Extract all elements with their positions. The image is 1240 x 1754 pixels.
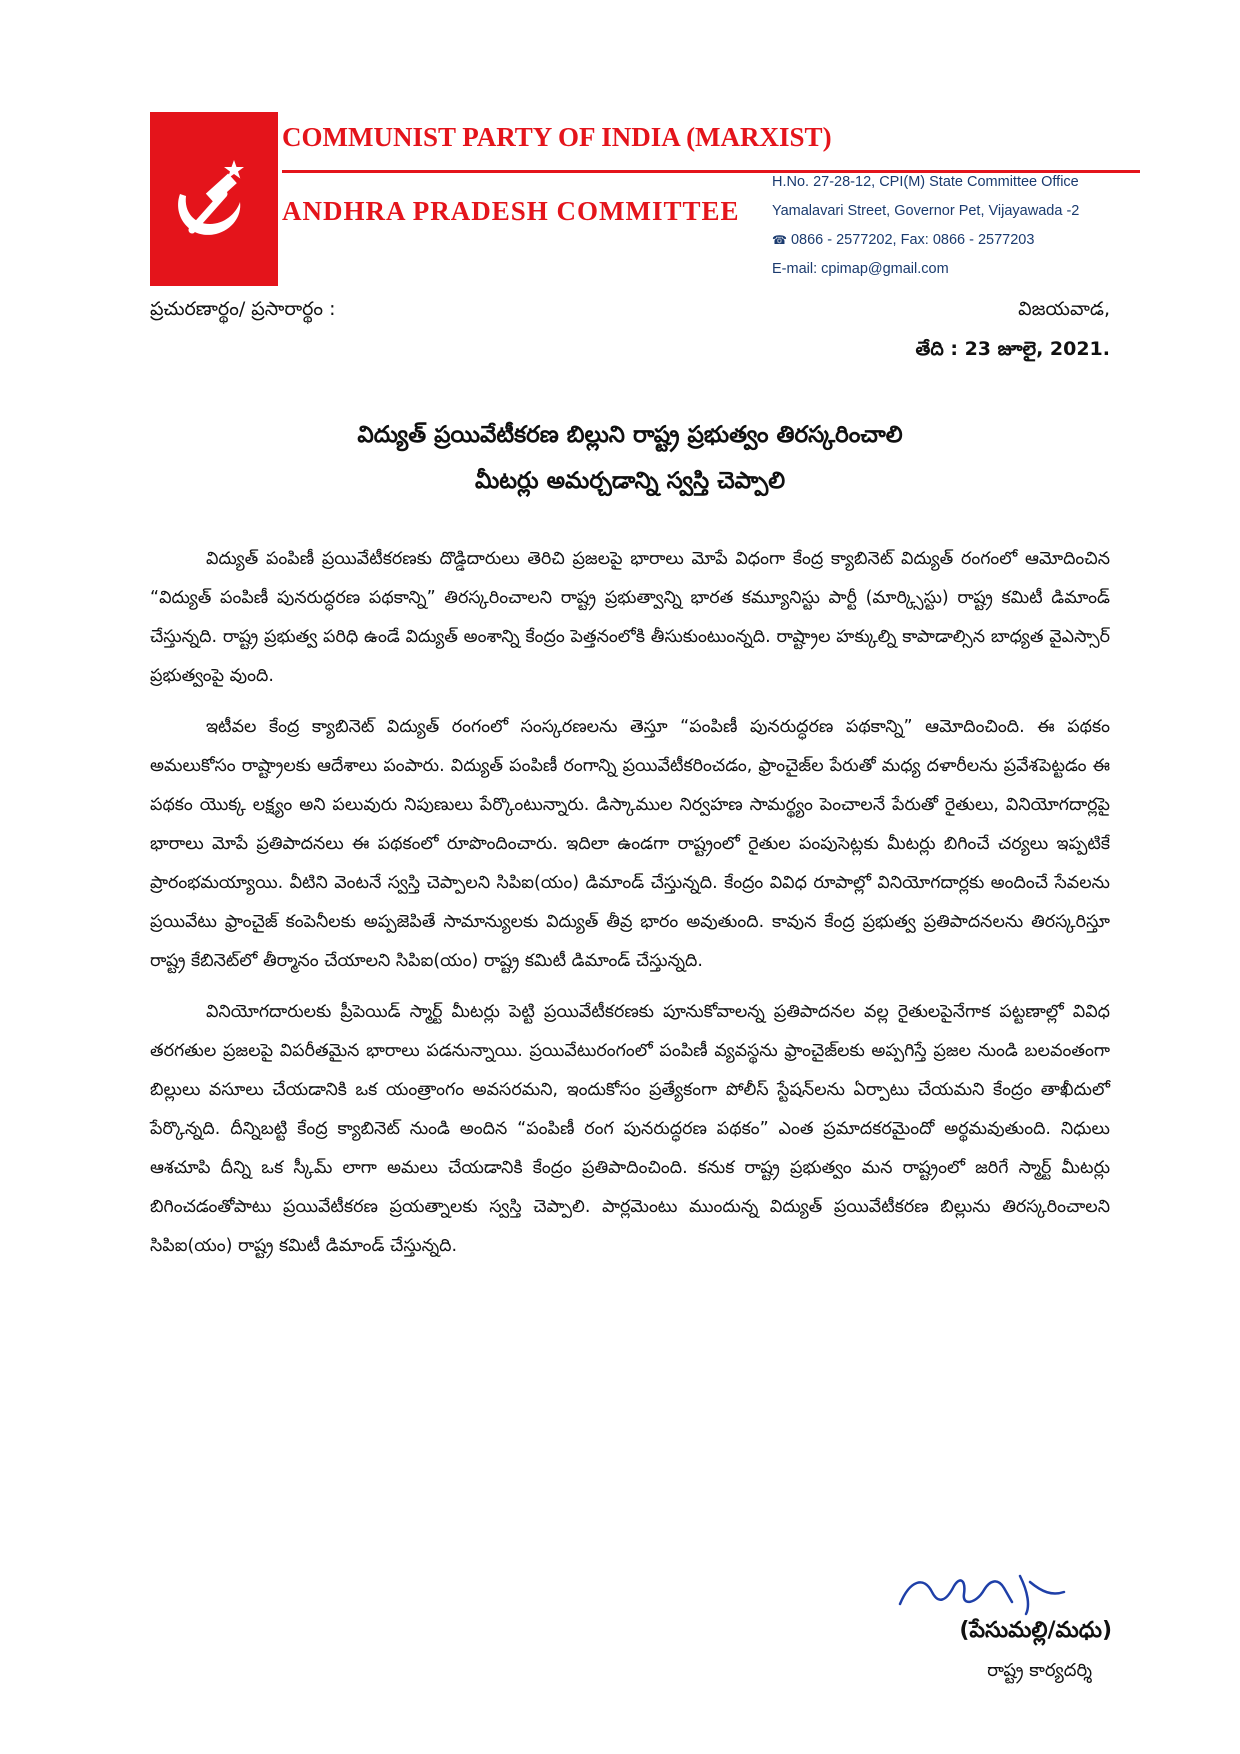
paragraph-1: విద్యుత్ పంపిణీ ప్రయివేటీకరణకు దొడ్డిదారులు తెరిచి ప్రజలపై భారాలు మోపే విధంగా కేంద్ర క్యాబినెట్ విద్యుత్ రంగంలో ఆమోదించిన “విద్యుత్ పంపిణీ పునరుద్ధరణ పథకాన్ని” తిరస్కరించాలని రాష్ట్ర ప్రభుత్వాన్ని భారత కమ్యూనిస్టు పార్టీ (మార్క్సిస్టు) రాష్ట్ర కమిటీ డిమాండ్ చేస్తున్నది. రాష్ట్ర ప్రభుత్వ పరిధి ఉండే విద్యుత్ అంశాన్ని కేంద్రం పెత్తనంలోకి తీసుకుంటుంన్నది. రాష్ట్రాల హక్కుల్ని కాపాడాల్సిన బాధ్యత వైఎస్సార్ ప్రభుత్వంపై వుంది. <box>150 549 1110 686</box>
contact-block <box>772 168 1079 284</box>
paragraph-3: వినియోగదారులకు ప్రీపెయిడ్ స్మార్ట్ మీటర్లు పెట్టి ప్రయివేటీకరణకు పూనుకోవాలన్న ప్రతిపాదనల వల్ల రైతులపైనేగాక పట్టణాల్లో వివిధ తరగతుల ప్రజలపై విపరీతమైన భారాలు పడనున్నాయి. ప్రయివేటురంగంలో పంపిణీ వ్యవస్థను ఫ్రాంచైజ్‌లకు అప్పగిస్తే ప్రజల నుండి బలవంతంగా బిల్లులు వసూలు చేయడానికి ఒక యంత్రాంగం అవసరమని, ఇందుకోసం ప్రత్యేకంగా పోలీస్ స్టేషన్‌లను ఏర్పాటు చేయమని కేంద్రం తాఖీదులో పేర్కొన్నది. దీన్నిబట్టి కేంద్ర క్యాబినెట్ నుండి అందిన “పంపిణీ రంగ పునరుద్ధరణ పథకం” ఎంత ప్రమాదకరమైందో అర్థమవుతుంది. నిధులు ఆశచూపి దీన్ని ఒక స్కీమ్ లాగా అమలు చేయడానికి కేంద్రం ప్రతిపాదించింది. కనుక రాష్ట్ర ప్రభుత్వం మన రాష్ట్రంలో జరిగే స్మార్ట్ మీటర్లు బిగించడంతోపాటు ప్రయివేటీకరణ ప్రయత్నాలకు స్వస్తి చెప్పాలి. పార్లమెంటు ముందున్న విద్యుత్ ప్రయివేటీకరణ బిల్లును తిరస్కరించాలని సిపిఐ(యం) రాష్ట్ర కమిటీ డిమాండ్ చేస్తున్నది. <box>150 1002 1110 1256</box>
address-line-1: H.No. 27-28-12, CPI(M) State Committee Office <box>772 174 1079 190</box>
party-logo <box>150 112 278 286</box>
date: తేది : 23 జూలై, 2021. <box>915 338 1110 360</box>
phone-line: 0866 - 2577202, Fax: 0866 - 2577203 <box>790 232 1035 248</box>
telephone-icon: ☎ <box>772 233 787 247</box>
phone-line-row <box>772 226 1079 255</box>
place: విజయవాడ, <box>1018 298 1110 320</box>
signatory-title: రాష్ట్ర కార్యదర్శి <box>987 1660 1092 1681</box>
party-name: COMMUNIST PARTY OF INDIA (MARXIST) <box>282 122 832 152</box>
headline-line-1: విద్యుత్ ప్రయివేటీకరణ బిల్లుని రాష్ట్ర ప్రభుత్వం తిరస్కరించాలి <box>357 422 903 448</box>
paragraph-2: ఇటీవల కేంద్ర క్యాబినెట్ విద్యుత్ రంగంలో సంస్కరణలను తెస్తూ “పంపిణీ పునరుద్ధరణ పథకాన్ని” ఆమోదించింది. ఈ పథకం అమలుకోసం రాష్ట్రాలకు ఆదేశాలు పంపారు. విద్యుత్ పంపిణీ రంగాన్ని ప్రయివేటీకరించడం, ఫ్రాంచైజ్‌ల పేరుతో మధ్య దళారీలను ప్రవేశపెట్టడం ఈ పథకం యొక్క లక్ష్యం అని పలువురు నిపుణులు పేర్కొంటున్నారు. డిస్కాముల నిర్వహణ సామర్థ్యం పెంచాలనే పేరుతో రైతులు, వినియోగదార్లపై భారాలు మోపే ప్రతిపాదనలు ఈ పథకంలో రూపొందించారు. ఇదిలా ఉండగా రాష్ట్రంలో రైతుల పంపుసెట్లకు మీటర్లు బిగించే చర్యలు ఇప్పటికే ప్రారంభమయ్యాయి. వీటిని వెంటనే స్వస్తి చెప్పాలని సిపిఐ(యం) డిమాండ్ చేస్తున్నది. కేంద్రం వివిధ రూపాల్లో వినియోగదార్లకు అందించే సేవలను ప్రయివేటు ఫ్రాంచైజ్ కంపెనీలకు అప్పజెపితే సామాన్యులకు విద్యుత్ తీవ్ర భారం అవుతుంది. కావున కేంద్ర ప్రభుత్వ ప్రతిపాదనలను తిరస్కరిస్తూ రాష్ట్ర కేబినెట్‌లో తీర్మానం చేయాలని సిపిఐ(యం) రాష్ట్ర కమిటీ డిమాండ్ చేస్తున్నది. <box>150 717 1110 971</box>
handwritten-signature <box>880 1562 1120 1622</box>
publication-label: ప్రచురణార్థం/ ప్రసారార్థం : <box>150 298 336 320</box>
committee-name: ANDHRA PRADESH COMMITTEE <box>282 196 740 226</box>
signatory-name: (పేసుమల్లి/మధు) <box>959 1618 1112 1643</box>
hammer-sickle-star-icon <box>162 154 266 246</box>
headline <box>150 412 1110 504</box>
press-release-body <box>150 540 1110 1278</box>
letterhead <box>150 112 1140 286</box>
address-line-2: Yamalavari Street, Governor Pet, Vijayawada -2 <box>772 203 1080 219</box>
email-line[interactable]: E-mail: cpimap@gmail.com <box>772 261 949 277</box>
headline-line-2: మీటర్లు అమర్చడాన్ని స్వస్తి చెప్పాలి <box>474 468 786 494</box>
